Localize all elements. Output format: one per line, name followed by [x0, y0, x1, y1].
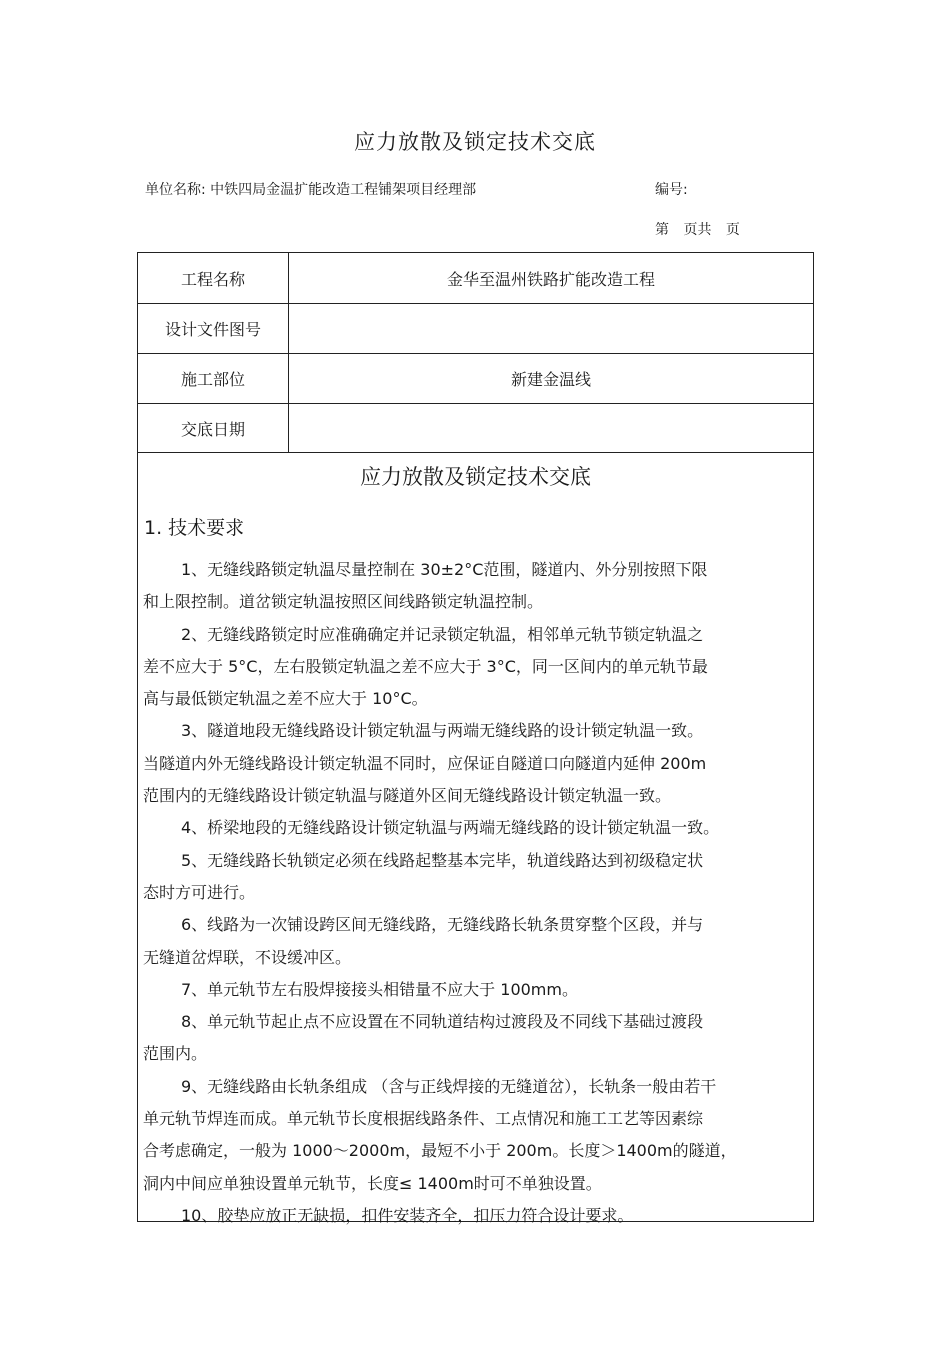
- disclosure-table: [137, 252, 814, 1225]
- text-line: 合考虑确定，一般为 1000～2000m，最短不小于 200m。长度＞1400m的隧道，: [143, 1141, 737, 1161]
- unit-label: 单位名称:: [145, 182, 206, 198]
- drawing-number-value: [289, 304, 814, 354]
- content-title: 应力放散及锁定技术交底: [360, 465, 591, 489]
- content-cell: [138, 453, 814, 1225]
- text-line: 3、隧道地段无缝线路设计锁定轨温与两端无缝线路的设计锁定轨温一致。: [181, 721, 704, 741]
- disclosure-date-label: 交底日期: [138, 404, 289, 453]
- text-line: 差不应大于 5°C，左右股锁定轨温之差不应大于 3°C，同一区间内的单元轨节最: [143, 656, 708, 676]
- unit-line: [145, 179, 476, 199]
- text-line: 1、无缝线路锁定轨温尽量控制在 30±2°C范围，隧道内、外分别按照下限: [181, 560, 708, 579]
- text-line: 6、线路为一次铺设跨区间无缝线路，无缝线路长轨条贯穿整个区段，并与: [181, 915, 704, 935]
- text-line: 无缝道岔焊联，不设缓冲区。: [143, 947, 352, 967]
- text-line: 4、桥梁地段的无缝线路设计锁定轨温与两端无缝线路的设计锁定轨温一致。: [181, 818, 720, 838]
- document-title: 应力放散及锁定技术交底: [354, 130, 596, 154]
- text-line: 当隧道内外无缝线路设计锁定轨温不同时，应保证自隧道口向隧道内延伸 200m: [143, 753, 707, 773]
- table-row: [138, 354, 814, 404]
- table-row: [138, 404, 814, 453]
- disclosure-date-value: [289, 404, 814, 453]
- project-name-value: 金华至温州铁路扩能改造工程: [289, 253, 814, 304]
- text-line: 态时方可进行。: [143, 882, 256, 902]
- text-line: 9、无缝线路由长轨条组成 （含与正线焊接的无缝道岔），长轨条一般由若干: [181, 1076, 717, 1096]
- content-row: [138, 453, 814, 1222]
- drawing-number-label: 设计文件图号: [138, 304, 289, 354]
- table-row: [138, 304, 814, 354]
- text-line: 8、单元轨节起止点不应设置在不同轨道结构过渡段及不同线下基础过渡段: [181, 1012, 704, 1032]
- section-heading: 1. 技术要求: [144, 517, 245, 539]
- text-line: 范围内。: [143, 1044, 208, 1064]
- text-line: 10、胶垫应放正无缺损，扣件安装齐全，扣压力符合设计要求。: [181, 1205, 634, 1225]
- doc-number-label: 编号:: [655, 182, 688, 198]
- construction-site-value: 新建金温线: [289, 354, 814, 404]
- text-line: 7、单元轨节左右股焊接接头相错量不应大于 100mm。: [181, 979, 578, 999]
- construction-site-label: 施工部位: [138, 354, 289, 404]
- text-line: 单元轨节焊连而成。单元轨节长度根据线路条件、工点情况和施工工艺等因素综: [143, 1109, 704, 1129]
- requirements-text: [143, 554, 813, 1232]
- text-line: 5、无缝线路长轨锁定必须在线路起整基本完毕，轨道线路达到初级稳定状: [181, 850, 704, 870]
- text-line: 洞内中间应单独设置单元轨节，长度≤ 1400m时可不单独设置。: [143, 1173, 602, 1193]
- project-name-label: 工程名称: [138, 253, 289, 304]
- unit-name: 中铁四局金温扩能改造工程铺架项目经理部: [210, 182, 477, 198]
- text-line: 和上限控制。道岔锁定轨温按照区间线路锁定轨温控制。: [143, 592, 544, 612]
- table-row: [138, 253, 814, 304]
- text-line: 2、无缝线路锁定时应准确确定并记录锁定轨温，相邻单元轨节锁定轨温之: [181, 624, 704, 644]
- text-line: 范围内的无缝线路设计锁定轨温与隧道外区间无缝线路设计锁定轨温一致。: [143, 786, 672, 806]
- page-info: 第 页共 页: [655, 222, 740, 238]
- text-line: 高与最低锁定轨温之差不应大于 10°C。: [143, 689, 428, 709]
